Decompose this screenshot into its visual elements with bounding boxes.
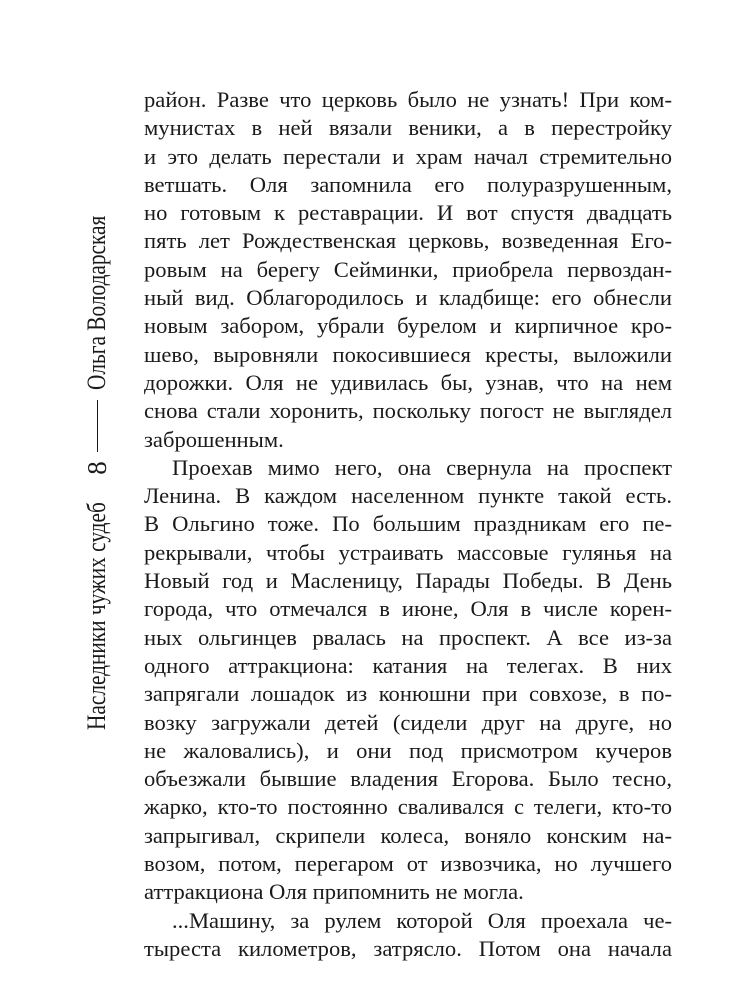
text-line: Ленина. В каждом населенном пункте такой есть. — [144, 483, 672, 509]
text-line: заброшенным. — [144, 426, 284, 452]
text-line: ровым на берегу Сейминки, приобрела первоздан- — [144, 256, 672, 282]
running-head — [57, 130, 117, 730]
page-number: 8 — [81, 461, 112, 475]
text-line: но готовым к реставрации. И вот спустя двадцать — [144, 200, 672, 226]
text-line: возку загружали детей (сидели друг на друге, но — [144, 709, 672, 735]
text-line: ный вид. Облагородилось и кладбище: его обнесли — [144, 285, 672, 311]
text-line: города, что отмечался в июне, Оля в числе корен- — [144, 596, 672, 622]
text-line: тыреста километров, затрясло. Потом она начала — [144, 935, 672, 961]
text-line: возом, потом, перегаром от извозчика, но лучшего — [144, 851, 672, 877]
text-line: новым забором, убрали бурелом и кирпичное кро- — [144, 313, 672, 339]
book-title: Наследники чужих судеб — [82, 502, 111, 730]
text-line: снова стали хоронить, поскольку погост не выглядел — [144, 398, 672, 424]
text-line: аттракциона Оля припомнить не могла. — [144, 879, 524, 905]
text-line: В Ольгино тоже. По большим праздникам его пе- — [144, 511, 672, 537]
text-line: запрягали лошадок из конюшни при совхозе, в по- — [144, 681, 672, 707]
text-line: ных ольгинцев рвалась на проспект. А все из-за — [144, 624, 672, 650]
running-head-divider — [97, 400, 98, 452]
text-line: район. Разве что церковь было не узнать! При ком- — [144, 87, 672, 112]
text-line: объезжали бывшие владения Егорова. Было тесно, — [144, 766, 672, 792]
text-line: дорожки. Оля не удивилась бы, узнав, что на нем — [144, 369, 672, 395]
text-line: ветшать. Оля запомнила его полуразрушенным, — [144, 171, 672, 197]
paragraph-2 — [144, 454, 672, 907]
text-line: не жаловались), и они под присмотром кучеров — [144, 737, 672, 763]
text-line: шево, выровняли покосившиеся кресты, выложили — [144, 341, 672, 367]
text-line: запрыгивал, скрипели колеса, воняло конским на- — [144, 822, 672, 848]
text-line: жарко, кто-то постоянно сваливался с телеги, кто-то — [144, 794, 672, 820]
text-line: Новый год и Масленицу, Парады Победы. В День — [144, 568, 672, 594]
text-line: рекрывали, чтобы устраивать массовые гулянья на — [144, 539, 672, 565]
text-line: пять лет Рождественская церковь, возведенная Его- — [144, 228, 672, 254]
text-line: Проехав мимо него, она свернула на проспект — [172, 454, 672, 480]
text-line: ...Машину, за рулем которой Оля проехала че- — [172, 907, 672, 933]
running-head-rotated — [77, 130, 117, 730]
text-line: мунистах в ней вязали веники, а в перестройку — [144, 115, 672, 141]
author-name: Ольга Володарская — [82, 215, 111, 390]
body-text — [144, 86, 672, 963]
paragraph-3 — [144, 907, 672, 964]
text-line: одного аттракциона: катания на телегах. В них — [144, 652, 672, 678]
text-line: и это делать перестали и храм начал стремительно — [144, 143, 672, 169]
paragraph-1 — [144, 86, 672, 454]
